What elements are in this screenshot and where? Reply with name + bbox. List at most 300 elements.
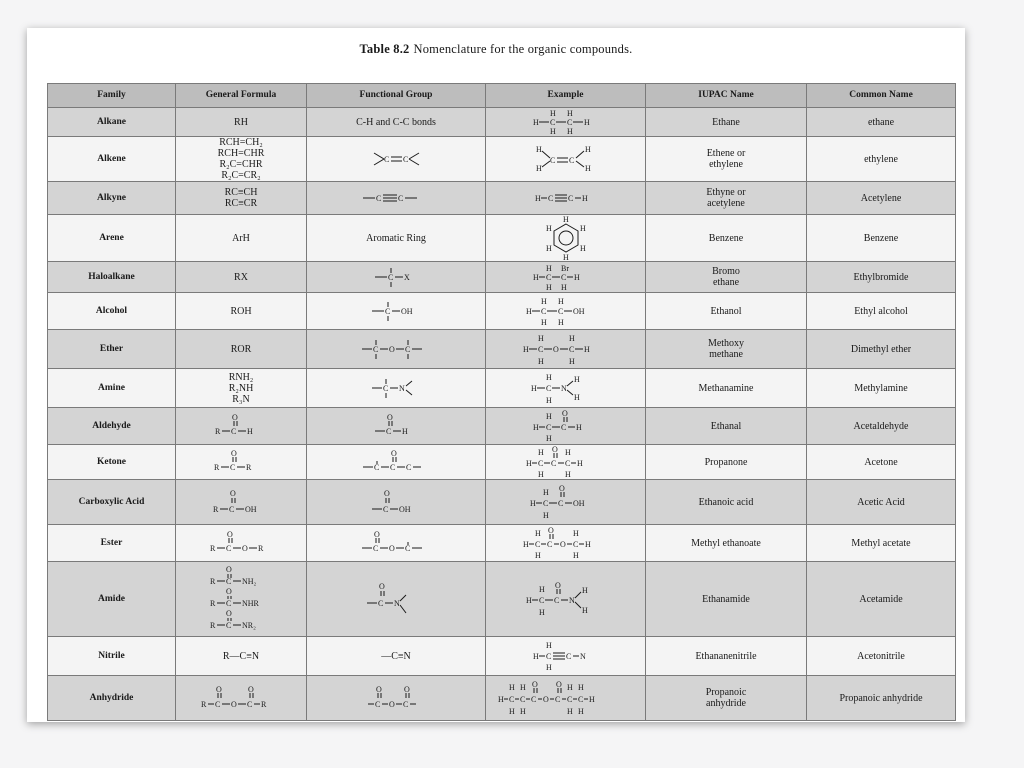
common-cell: Acetonitrile [807,637,956,676]
structure-ethyne [533,191,599,205]
svg-text:C: C [545,652,551,661]
svg-text:O: O [242,544,248,553]
svg-text:Br: Br [560,264,569,273]
iupac-cell: Ethanol [646,293,807,330]
svg-text:C: C [577,695,583,704]
formula-cell [176,480,307,525]
example-cell [486,445,646,480]
svg-text:C: C [542,499,548,508]
svg-text:H: H [562,216,569,224]
svg-text:O: O [232,413,238,422]
svg-text:O: O [531,680,538,689]
iupac-cell: Benzene [646,215,807,262]
svg-text:C: C [384,155,390,164]
common-cell: Propanoic anhydride [807,676,956,721]
iupac-cell: Propanoic anhydride [646,676,807,721]
structure-ethene [534,145,598,173]
svg-text:H: H [564,448,571,457]
svg-text:H: H [535,164,542,173]
svg-text:O: O [226,609,232,618]
svg-text:H: H [545,244,552,253]
structure-amide-group [365,579,427,619]
table-row [48,562,956,637]
svg-text:X: X [404,273,410,282]
table-title [27,42,965,57]
svg-text:H: H [538,608,545,617]
structure-alcohol-group [368,299,424,323]
svg-text:C: C [519,695,525,704]
svg-text:H: H [534,194,541,203]
svg-text:H: H [545,396,552,404]
example-cell [486,480,646,525]
family-cell: Ketone [48,445,176,480]
structure-anhydride-formula [199,683,283,713]
table-caption: Nomenclature for the organic compounds. [413,42,633,56]
common-cell: Dimethyl ether [807,330,956,369]
example-cell [486,262,646,293]
common-cell: ethylene [807,137,956,182]
table-row [48,408,956,445]
svg-text:C: C [564,459,570,468]
svg-text:C: C [508,695,514,704]
formula-cell [176,676,307,721]
svg-text:O: O [374,530,380,539]
table-number: Table 8.2 [359,42,410,56]
formula-cell: RNH₂ R₂NH R₃N [176,369,307,408]
svg-text:R: R [214,463,220,472]
svg-text:OH: OH [572,499,585,508]
svg-text:NHR: NHR [242,599,259,608]
header-family: Family [48,84,176,108]
formula-cell: RH [176,108,307,137]
family-cell: Aldehyde [48,408,176,445]
iupac-cell: Ethyne or acetylene [646,182,807,215]
svg-text:O: O [404,685,410,694]
svg-text:H: H [519,683,526,692]
table-row [48,262,956,293]
svg-text:C: C [549,156,555,165]
svg-text:H: H [584,540,591,549]
svg-text:OH: OH [399,505,411,514]
svg-text:C: C [565,652,571,661]
formula-cell: RX [176,262,307,293]
svg-text:C: C [545,273,551,282]
svg-text:H: H [583,118,590,127]
structure-bromoethane [531,264,601,290]
svg-text:H: H [497,695,504,704]
svg-text:H: H [564,470,571,478]
family-cell: Haloalkane [48,262,176,293]
svg-text:H: H [525,307,532,316]
svg-text:R: R [261,700,267,709]
table-row [48,676,956,721]
svg-text:R: R [210,621,216,630]
svg-text:O: O [542,695,549,704]
structure-methanamine [529,372,603,404]
svg-text:C: C [226,577,232,586]
svg-text:NR₂: NR₂ [242,621,256,630]
svg-text:H: H [573,273,580,282]
svg-text:H: H [529,499,536,508]
iupac-cell: Propanone [646,445,807,480]
svg-text:O: O [547,527,554,535]
svg-text:O: O [231,449,237,458]
svg-text:C: C [549,118,555,127]
svg-text:H: H [519,707,526,716]
svg-text:R: R [210,577,216,586]
svg-text:R: R [215,427,221,436]
family-cell: Alkane [48,108,176,137]
svg-text:O: O [389,700,395,709]
svg-text:C: C [215,700,221,709]
family-cell: Nitrile [48,637,176,676]
example-cell [486,562,646,637]
svg-text:O: O [226,587,232,596]
nomenclature-table [47,83,956,721]
svg-text:C: C [572,540,578,549]
svg-text:H: H [566,707,573,716]
svg-text:C: C [567,194,573,203]
group-cell: Aromatic Ring [307,215,486,262]
example-cell [486,676,646,721]
iupac-cell: Ethene or ethylene [646,137,807,182]
svg-text:H: H [508,683,515,692]
iupac-cell: Ethanamide [646,562,807,637]
group-cell [307,445,486,480]
table-row [48,525,956,562]
family-cell: Arene [48,215,176,262]
svg-text:O: O [554,581,561,590]
example-cell [486,525,646,562]
svg-text:H: H [588,695,595,704]
svg-text:H: H [534,551,541,559]
common-cell: Ethyl alcohol [807,293,956,330]
svg-text:C: C [557,307,563,316]
svg-text:H: H [545,373,552,382]
common-cell: Acetone [807,445,956,480]
iupac-cell: Methoxy methane [646,330,807,369]
table-row [48,293,956,330]
svg-text:C: C [537,459,543,468]
common-cell: ethane [807,108,956,137]
structure-ester-group [360,529,432,557]
svg-text:H: H [522,345,529,354]
svg-text:C: C [557,499,563,508]
svg-text:C: C [247,700,253,709]
svg-text:H: H [532,652,539,661]
group-cell [307,562,486,637]
page-card [27,28,965,722]
svg-text:H: H [522,540,529,549]
svg-text:O: O [379,582,385,591]
svg-text:O: O [227,530,233,539]
svg-text:O: O [552,345,559,354]
header-iupac-name: IUPAC Name [646,84,807,108]
common-cell: Acetaldehyde [807,408,956,445]
svg-text:C: C [545,384,551,393]
formula-cell [176,525,307,562]
svg-text:H: H [545,434,552,442]
svg-text:C: C [226,621,232,630]
svg-text:H: H [508,707,515,716]
svg-text:H: H [581,606,588,615]
svg-text:O: O [248,685,254,694]
family-cell: Ether [48,330,176,369]
header-common-name: Common Name [807,84,956,108]
svg-text:C: C [376,194,382,203]
svg-text:OH: OH [401,307,413,316]
svg-text:H: H [584,164,591,173]
svg-text:C: C [534,540,540,549]
svg-text:C: C [388,273,394,282]
family-cell: Anhydride [48,676,176,721]
group-cell [307,369,486,408]
svg-text:C: C [560,273,566,282]
svg-text:O: O [384,489,390,498]
svg-text:C: C [390,463,396,472]
group-cell [307,137,486,182]
group-cell [307,330,486,369]
svg-text:C: C [398,194,404,203]
common-cell: Methylamine [807,369,956,408]
svg-text:H: H [525,596,532,605]
svg-text:C: C [226,599,232,608]
svg-text:H: H [577,707,584,716]
structure-ethane [531,110,601,134]
svg-text:C: C [546,540,552,549]
svg-text:C: C [375,700,381,709]
svg-text:C: C [406,463,412,472]
structure-propanoic-anhydride [496,678,636,718]
common-cell: Ethylbromide [807,262,956,293]
svg-text:N: N [399,384,405,393]
svg-text:H: H [575,423,582,432]
example-cell [486,182,646,215]
svg-text:C: C [405,544,411,553]
structure-methoxymethane [521,333,611,365]
iupac-cell: Methyl ethanoate [646,525,807,562]
svg-text:O: O [216,685,222,694]
svg-text:NH₂: NH₂ [242,577,257,586]
family-cell: Alcohol [48,293,176,330]
svg-text:R: R [210,544,216,553]
svg-text:H: H [545,663,552,671]
table-row [48,445,956,480]
formula-cell: ArH [176,215,307,262]
common-cell: Acetamide [807,562,956,637]
svg-text:C: C [547,194,553,203]
table-row [48,637,956,676]
svg-text:C: C [545,423,551,432]
family-cell: Alkyne [48,182,176,215]
structure-aldehyde-group [371,412,421,440]
structure-ethanamide [524,579,608,619]
formula-cell [176,562,307,637]
svg-text:O: O [558,484,565,493]
svg-text:O: O [389,544,395,553]
table-row [48,480,956,525]
table-row [48,330,956,369]
common-cell: Benzene [807,215,956,262]
example-cell [486,330,646,369]
family-cell: Carboxylic Acid [48,480,176,525]
svg-text:N: N [560,384,567,393]
example-cell [486,369,646,408]
svg-text:H: H [542,488,549,497]
svg-text:H: H [568,357,575,365]
svg-text:H: H [537,448,544,457]
svg-text:OH: OH [572,307,585,316]
structure-alkyne-group [361,191,431,205]
table-row [48,369,956,408]
formula-cell: RC≡CH RC≡CR [176,182,307,215]
svg-text:C: C [226,544,232,553]
svg-text:O: O [555,680,562,689]
svg-text:O: O [561,410,568,418]
svg-text:H: H [535,145,542,154]
family-cell: Amine [48,369,176,408]
svg-text:C: C [383,505,389,514]
svg-text:C: C [385,307,391,316]
svg-text:H: H [545,412,552,421]
family-cell: Alkene [48,137,176,182]
formula-cell: ROH [176,293,307,330]
svg-text:H: H [562,253,569,260]
common-cell: Acetylene [807,182,956,215]
svg-text:R: R [258,544,264,553]
svg-text:C: C [403,155,409,164]
svg-text:H: H [534,529,541,538]
svg-text:H: H [525,459,532,468]
structure-alkene-group [366,149,426,169]
svg-text:OH: OH [245,505,257,514]
header-functional-group: Functional Group [307,84,486,108]
iupac-cell: Bromo ethane [646,262,807,293]
svg-text:C: C [378,599,384,608]
svg-text:H: H [584,145,591,154]
svg-text:C: C [373,544,379,553]
svg-text:H: H [566,683,573,692]
svg-text:R: R [213,505,219,514]
svg-text:C: C [568,345,574,354]
table-row [48,182,956,215]
svg-text:H: H [560,283,567,290]
structure-ethanoic-acid [528,484,604,520]
svg-text:H: H [545,641,552,650]
svg-text:C: C [550,459,556,468]
svg-text:H: H [537,470,544,478]
svg-text:H: H [557,318,564,326]
svg-text:C: C [373,345,379,354]
svg-text:H: H [583,345,590,354]
svg-text:H: H [537,334,544,343]
svg-text:C: C [383,384,389,393]
group-cell: C-H and C-C bonds [307,108,486,137]
svg-text:H: H [581,194,588,203]
formula-cell [176,445,307,480]
example-cell [486,408,646,445]
svg-text:C: C [405,345,411,354]
example-cell [486,293,646,330]
svg-text:H: H [540,318,547,326]
structure-carboxylic-acid-formula [211,486,271,518]
svg-text:C: C [554,695,560,704]
svg-text:H: H [542,511,549,520]
svg-text:H: H [545,224,552,233]
svg-text:H: H [572,551,579,559]
svg-text:H: H [537,357,544,365]
structure-amine-group [368,376,424,400]
svg-text:O: O [226,565,232,574]
common-cell: Methyl acetate [807,525,956,562]
svg-text:C: C [560,423,566,432]
svg-text:H: H [576,459,583,468]
svg-text:C: C [386,427,392,436]
structure-benzene [536,216,596,260]
svg-text:C: C [374,463,380,472]
example-cell [486,108,646,137]
iupac-cell: Methanamine [646,369,807,408]
svg-text:H: H [532,118,539,127]
structure-anhydride-group [366,683,426,713]
group-cell [307,293,486,330]
iupac-cell: Ethanal [646,408,807,445]
svg-text:N: N [568,596,575,605]
formula-cell: RCH=CH₂ RCH=CHR R₂C=CHR R₂C=CR₂ [176,137,307,182]
svg-text:H: H [573,375,580,384]
structure-ethanenitrile [531,641,601,671]
example-cell [486,137,646,182]
svg-text:H: H [538,585,545,594]
example-cell [486,637,646,676]
structure-ketone-group [361,448,431,476]
svg-text:H: H [549,110,556,118]
svg-text:C: C [403,700,409,709]
svg-text:H: H [545,283,552,290]
svg-text:N: N [579,652,586,661]
table-row [48,137,956,182]
svg-text:C: C [538,596,544,605]
table-row [48,215,956,262]
structure-carboxyl-group [368,486,424,518]
svg-text:C: C [537,345,543,354]
structure-amide-formulas [206,564,276,634]
svg-text:H: H [573,393,580,402]
svg-text:O: O [551,446,558,454]
header-example: Example [486,84,646,108]
example-cell [486,215,646,262]
svg-text:C: C [530,695,536,704]
svg-text:H: H [557,297,564,306]
svg-text:H: H [402,427,408,436]
svg-text:H: H [545,264,552,273]
svg-text:C: C [566,695,572,704]
svg-text:R: R [210,599,216,608]
iupac-cell: Ethanoic acid [646,480,807,525]
family-cell: Ester [48,525,176,562]
structure-propanone [524,446,608,478]
group-cell: —C≡N [307,637,486,676]
iupac-cell: Ethane [646,108,807,137]
structure-ester-formula [208,529,274,557]
svg-text:C: C [566,118,572,127]
table-row [48,108,956,137]
structure-ethanol [524,296,608,326]
header-general-formula: General Formula [176,84,307,108]
svg-text:H: H [549,127,556,134]
svg-text:R: R [201,700,207,709]
formula-cell: ROR [176,330,307,369]
